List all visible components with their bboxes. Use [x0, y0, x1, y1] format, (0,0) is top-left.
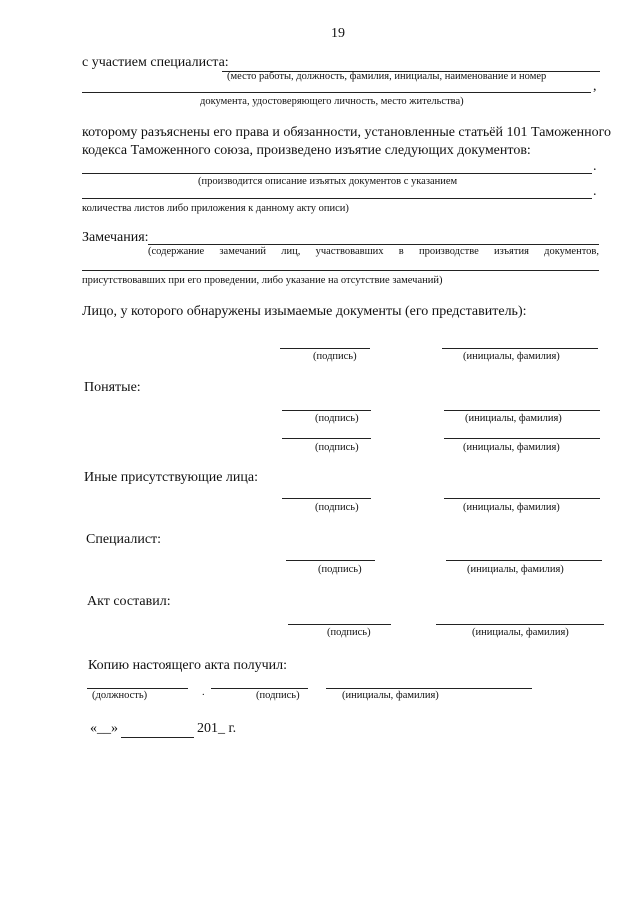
- rights-text-line-1: которому разъяснены его права и обязанности, установленные статьёй 101 Таможенного: [82, 125, 612, 140]
- witness-2-initials-line[interactable]: [444, 438, 600, 439]
- person-signature-caption: (подпись): [313, 351, 357, 362]
- others-label: Иные присутствующие лица:: [84, 470, 259, 485]
- specialist-label: с участием специалиста:: [82, 55, 229, 70]
- copy-position-line[interactable]: [87, 688, 188, 689]
- others-signature-caption: (подпись): [315, 502, 359, 513]
- rights-text-line-2: кодекса Таможенного союза, произведено изъятие следующих документов:: [82, 143, 531, 158]
- specialist-comma: ,: [593, 79, 597, 94]
- specialist-initials-caption: (инициалы, фамилия): [467, 564, 564, 575]
- person-signature-line[interactable]: [280, 348, 370, 349]
- witness-2-signature-line[interactable]: [282, 438, 371, 439]
- copy-initials-line[interactable]: [326, 688, 532, 689]
- remarks-input-line-1[interactable]: [148, 244, 599, 245]
- specialist-signature-line[interactable]: [286, 560, 375, 561]
- remarks-label: Замечания:: [82, 230, 149, 245]
- date-month-line[interactable]: [121, 737, 194, 738]
- date-year[interactable]: 201_ г.: [197, 721, 237, 736]
- witness-1-signature-caption: (подпись): [315, 413, 359, 424]
- documents-period-2: .: [593, 184, 597, 199]
- others-signature-line[interactable]: [282, 498, 371, 499]
- copy-signature-caption: (подпись): [256, 690, 300, 701]
- remarks-input-line-2[interactable]: [82, 270, 599, 271]
- page-number: 19: [331, 26, 345, 41]
- witness-2-signature-caption: (подпись): [315, 442, 359, 453]
- copy-received-label: Копию настоящего акта получил:: [88, 658, 288, 673]
- copy-position-caption: (должность): [92, 690, 148, 701]
- specialist-hint-2: документа, удостоверяющего личность, место жительства): [200, 96, 464, 107]
- person-label: Лицо, у которого обнаружены изымаемые документы (его представитель):: [82, 304, 527, 319]
- compiled-initials-line[interactable]: [436, 624, 604, 625]
- specialist-signature-caption: (подпись): [318, 564, 362, 575]
- witness-2-initials-caption: (инициалы, фамилия): [463, 442, 560, 453]
- remarks-hint-1: (содержание замечаний лиц, участвовавших в производстве изъятия документов,: [148, 246, 599, 257]
- person-initials-caption: (инициалы, фамилия): [463, 351, 560, 362]
- compiled-signature-line[interactable]: [288, 624, 391, 625]
- witness-1-signature-line[interactable]: [282, 410, 371, 411]
- specialist-hint-1: (место работы, должность, фамилия, инициалы, наименование и номер: [227, 71, 547, 82]
- specialist-sign-label: Специалист:: [86, 532, 162, 547]
- documents-input-line-2[interactable]: [82, 198, 592, 199]
- compiled-initials-caption: (инициалы, фамилия): [472, 627, 569, 638]
- compiled-label: Акт составил:: [87, 594, 171, 609]
- witnesses-label: Понятые:: [84, 380, 141, 395]
- documents-input-line-1[interactable]: [82, 173, 592, 174]
- others-initials-line[interactable]: [444, 498, 600, 499]
- documents-period-1: .: [593, 159, 597, 174]
- copy-separator-dot: .: [202, 687, 205, 698]
- documents-hint-1: (производится описание изъятых документов с указанием: [198, 176, 458, 187]
- person-initials-line[interactable]: [442, 348, 598, 349]
- copy-signature-line[interactable]: [211, 688, 308, 689]
- date-day[interactable]: «__»: [90, 721, 118, 736]
- remarks-hint-2: присутствовавших при его проведении, либо указание на отсутствие замечаний): [82, 275, 443, 286]
- copy-initials-caption: (инициалы, фамилия): [342, 690, 439, 701]
- others-initials-caption: (инициалы, фамилия): [463, 502, 560, 513]
- specialist-input-line-2[interactable]: [82, 92, 591, 93]
- witness-1-initials-caption: (инициалы, фамилия): [465, 413, 562, 424]
- specialist-initials-line[interactable]: [446, 560, 602, 561]
- compiled-signature-caption: (подпись): [327, 627, 371, 638]
- witness-1-initials-line[interactable]: [444, 410, 600, 411]
- documents-hint-2: количества листов либо приложения к данному акту описи): [82, 203, 349, 214]
